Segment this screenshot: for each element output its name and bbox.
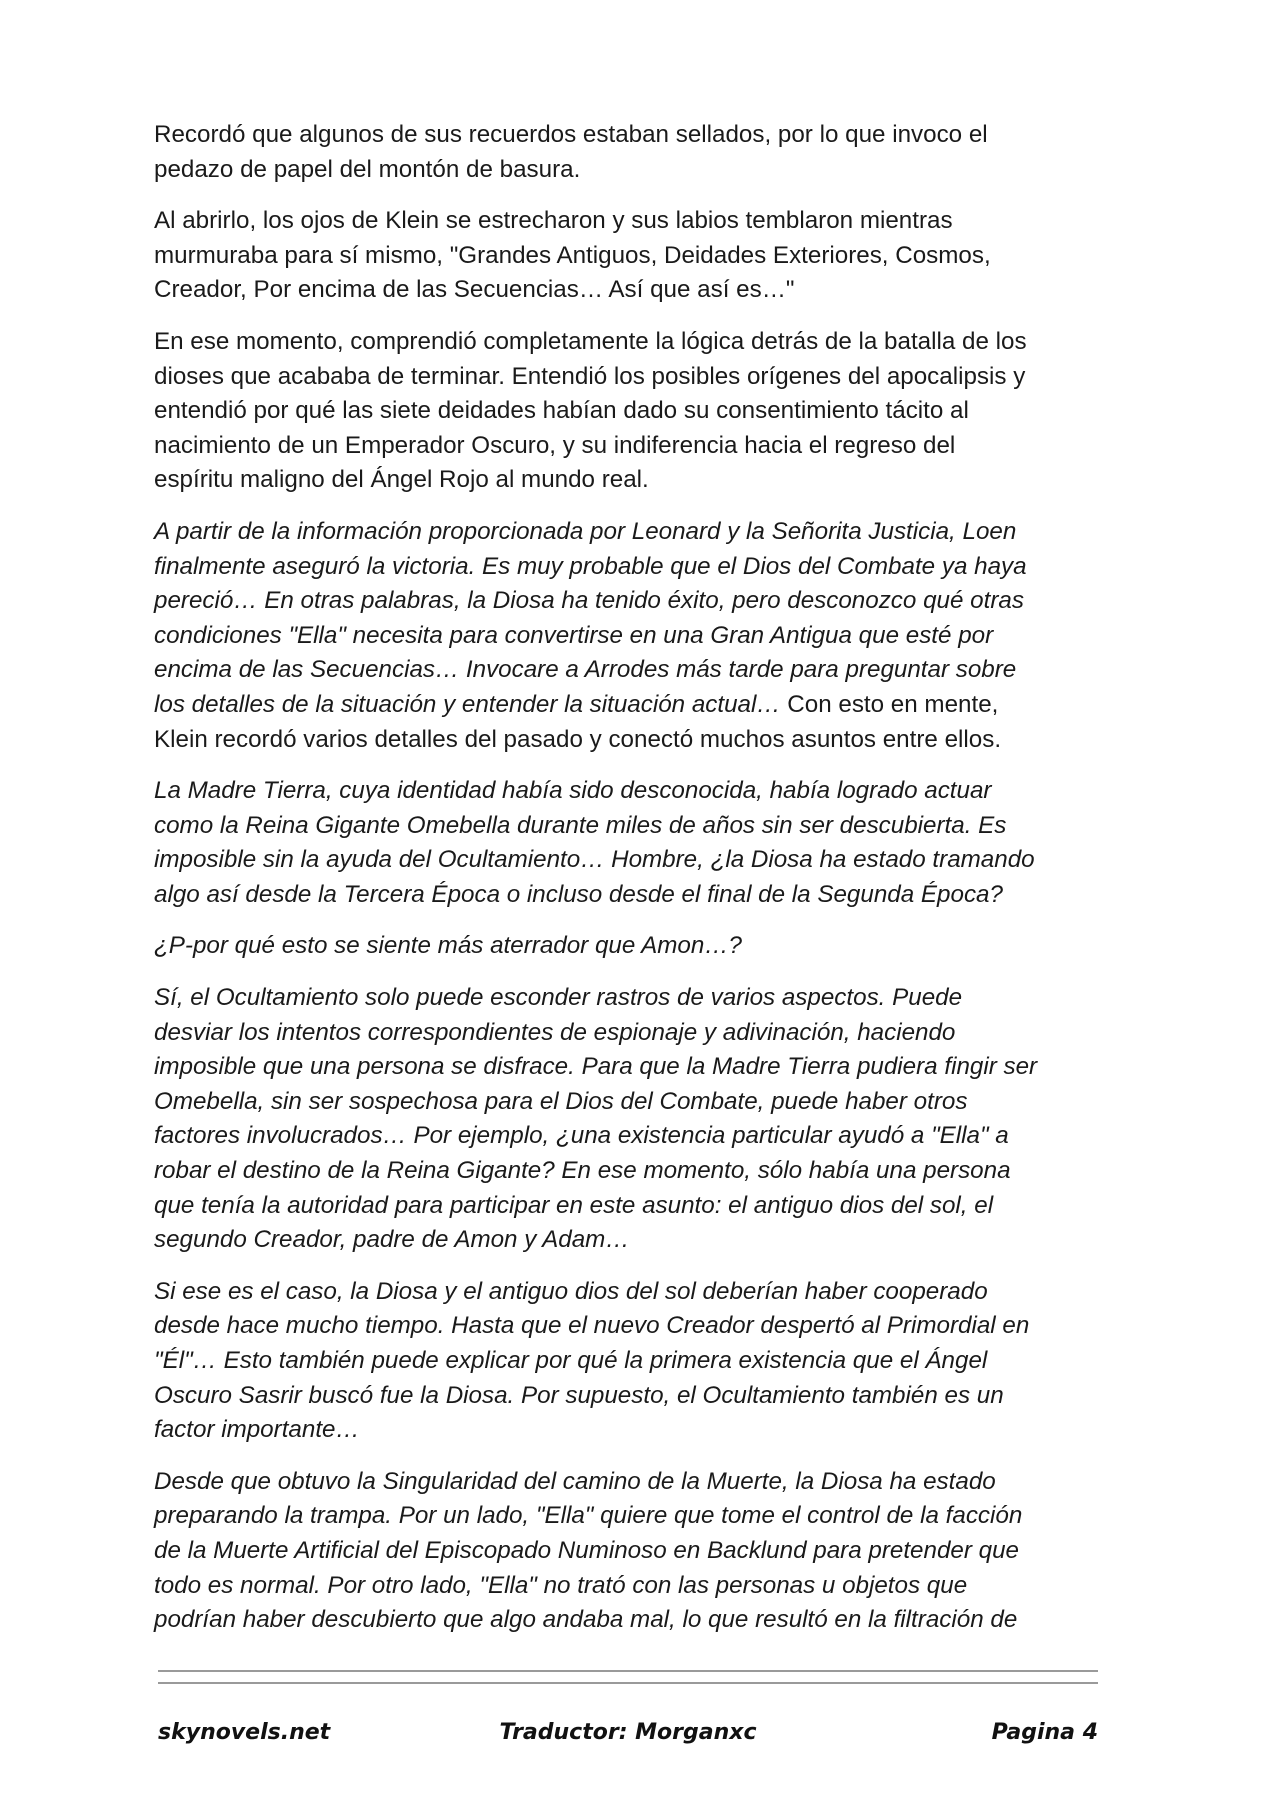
paragraph-4-normal: Con esto en mente, Klein recordó varios detalles del pasado y conectó muchos asuntos entre ellos. (154, 690, 1002, 753)
paragraph-6: ¿P-por qué esto se siente más aterrador que Amon…? (154, 932, 742, 960)
paragraph-2: Al abrirlo, los ojos de Klein se estrecharon y sus labios temblaron mientras murmuraba para sí mismo, "Grandes Antiguos, Deidades Exteriores, Cosmos, Creador, Por encima de las Secuencias… Así que así es…" (154, 207, 991, 304)
paragraph-5: La Madre Tierra, cuya identidad había sido desconocida, había logrado actuar como la Reina Gigante Omebella durante miles de años sin ser descubierta. Es imposible sin la ayuda del Ocultamiento… Hombre, ¿la Diosa ha estado tramando algo así desde la Tercera Época o incluso desde el final de la Segunda Época? (154, 777, 1035, 908)
page-footer (158, 1712, 1098, 1752)
paragraph-7: Sí, el Ocultamiento solo puede esconder rastros de varios aspectos. Puede desviar los intentos correspondientes de espionaje y adivinación, haciendo imposible que una persona se disfrace. Para que la Madre Tierra pudiera fingir ser Omebella, sin ser sospechosa para el Dios del Combate, puede haber otros factores involucrados… Por ejemplo, ¿una existencia particular ayudó a "Ella" a robar el destino de la Reina Gigante? En ese momento, sólo había una persona que tenía la autoridad para participar en este asunto: el antiguo dios del sol, el segundo Creador, padre de Amon y Adam… (154, 984, 1038, 1254)
paragraph-1: Recordó que algunos de sus recuerdos estaban sellados, por lo que invoco el pedazo de papel del montón de basura. (154, 121, 988, 183)
paragraph-4 (154, 515, 1114, 757)
footer-divider-top (158, 1670, 1098, 1672)
paragraph-9: Desde que obtuvo la Singularidad del camino de la Muerte, la Diosa ha estado preparando la trampa. Por un lado, "Ella" quiere que tome el control de la facción de la Muerte Artificial del Episcopado Numinoso en Backlund para pretender que todo es normal. Por otro lado, "Ella" no trató con las personas u objetos que podrían haber descubierto que algo andaba mal, lo que resultó en la filtración de (154, 1467, 1023, 1634)
footer-site-name: skynovels.net (158, 1719, 331, 1745)
paragraph-4-italic: A partir de la información proporcionada por Leonard y la Señorita Justicia, Loen finalmente aseguró la victoria. Es muy probable que el Dios del Combate ya haya pereció… En otras palabras, la Diosa ha tenido éxito, pero desconozco qué otras condiciones "Ella" necesita para convertirse en una Gran Antigua que esté por encima de las Secuencias… Invocare a Arrodes más tarde para preguntar sobre los detalles de la situación y entender la situación actual… (154, 517, 1027, 718)
paragraph-8: Si ese es el caso, la Diosa y el antiguo dios del sol deberían haber cooperado desde hace mucho tiempo. Hasta que el nuevo Creador despertó al Primordial en "Él"… Esto también puede explicar por qué la primera existencia que el Ángel Oscuro Sasrir buscó fue la Diosa. Por supuesto, el Ocultamiento también es un factor importante… (154, 1277, 1030, 1444)
paragraph-3: En ese momento, comprendió completamente la lógica detrás de la batalla de los dioses que acababa de terminar. Entendió los posibles orígenes del apocalipsis y entendió por qué las siete deidades habían dado su consentimiento tácito al nacimiento de un Emperador Oscuro, y su indiferencia hacia el regreso del espíritu maligno del Ángel Rojo al mundo real. (154, 327, 1027, 494)
footer-page-number: Pagina 4 (991, 1719, 1098, 1745)
footer-divider-bottom (158, 1682, 1098, 1684)
footer-translator: Traductor: Morganxc (499, 1719, 757, 1745)
page-body (154, 118, 1114, 1655)
